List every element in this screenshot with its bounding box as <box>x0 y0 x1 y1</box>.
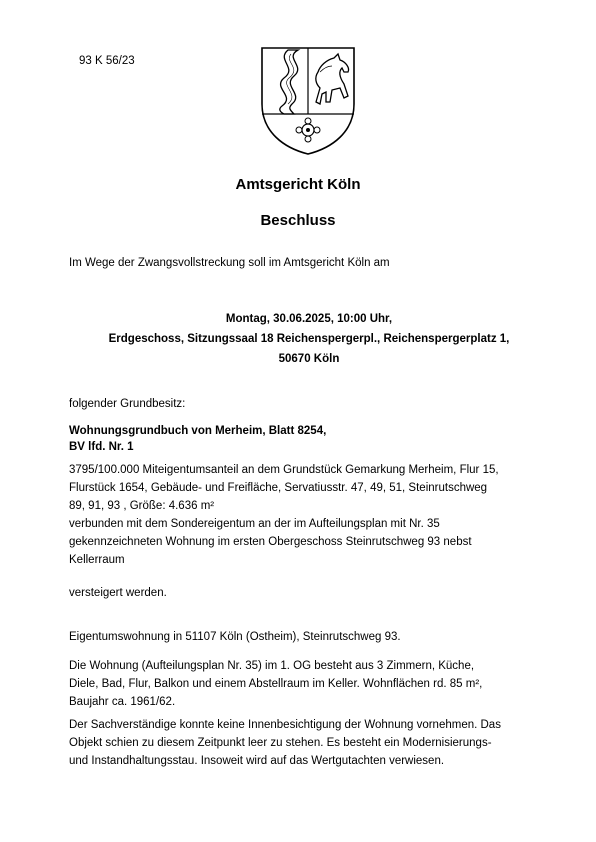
property-description <box>69 461 539 515</box>
description-line: 89, 91, 93 , Größe: 4.636 m² <box>69 500 215 512</box>
intro-text: Im Wege der Zwangsvollstreckung soll im Amtsgericht Köln am <box>69 257 390 269</box>
description-line: 3795/100.000 Miteigentumsanteil an dem Grundstück Gemarkung Merheim, Flur 15, <box>69 464 499 476</box>
land-register: Wohnungsgrundbuch von Merheim, Blatt 8254, <box>69 425 327 437</box>
ownership-line: gekennzeichneten Wohnung im ersten Obergeschoss Steinrutschweg 93 nebst <box>69 536 472 548</box>
appointment-date: Montag, 30.06.2025, 10:00 Uhr, <box>225 313 393 325</box>
appointment-block <box>69 309 549 369</box>
appointment-city: 50670 Köln <box>278 353 340 365</box>
appointment-location: Erdgeschoss, Sitzungssaal 18 Reichenspergerpl., Reichenspergerplatz 1, <box>108 333 510 345</box>
ownership-line: Kellerraum <box>69 554 125 566</box>
property-label: folgender Grundbesitz: <box>69 398 186 410</box>
apartment-line: Diele, Bad, Flur, Balkon und einem Abstellraum im Keller. Wohnflächen rd. 85 m², <box>69 678 483 690</box>
special-ownership <box>69 515 539 569</box>
expert-line: Der Sachverständige konnte keine Innenbesichtigung der Wohnung vornehmen. Das <box>69 719 501 731</box>
auction-statement: versteigert werden. <box>69 587 167 599</box>
apartment-line: Die Wohnung (Aufteilungsplan Nr. 35) im 1. OG besteht aus 3 Zimmern, Küche, <box>69 660 475 672</box>
expert-line: und Instandhaltungsstau. Insoweit wird auf das Wertgutachten verwiesen. <box>69 755 445 767</box>
inventory-number: BV lfd. Nr. 1 <box>69 441 134 453</box>
apartment-line: Baujahr ca. 1961/62. <box>69 696 176 708</box>
ownership-line: verbunden mit dem Sondereigentum an der im Aufteilungsplan mit Nr. 35 <box>69 518 440 530</box>
expert-note <box>69 716 539 770</box>
court-title: Amtsgericht Köln <box>235 176 361 193</box>
apartment-description <box>69 657 539 711</box>
document-type: Beschluss <box>260 212 336 229</box>
description-line: Flurstück 1654, Gebäude- und Freifläche, Servatiusstr. 47, 49, 51, Steinrutschweg <box>69 482 488 494</box>
apartment-address: Eigentumswohnung in 51107 Köln (Ostheim), Steinrutschweg 93. <box>69 631 401 643</box>
nrw-coat-of-arms-icon <box>258 44 358 156</box>
expert-line: Objekt schien zu diesem Zeitpunkt leer zu stehen. Es besteht ein Modernisierungs- <box>69 737 492 749</box>
case-number: 93 K 56/23 <box>79 55 135 67</box>
